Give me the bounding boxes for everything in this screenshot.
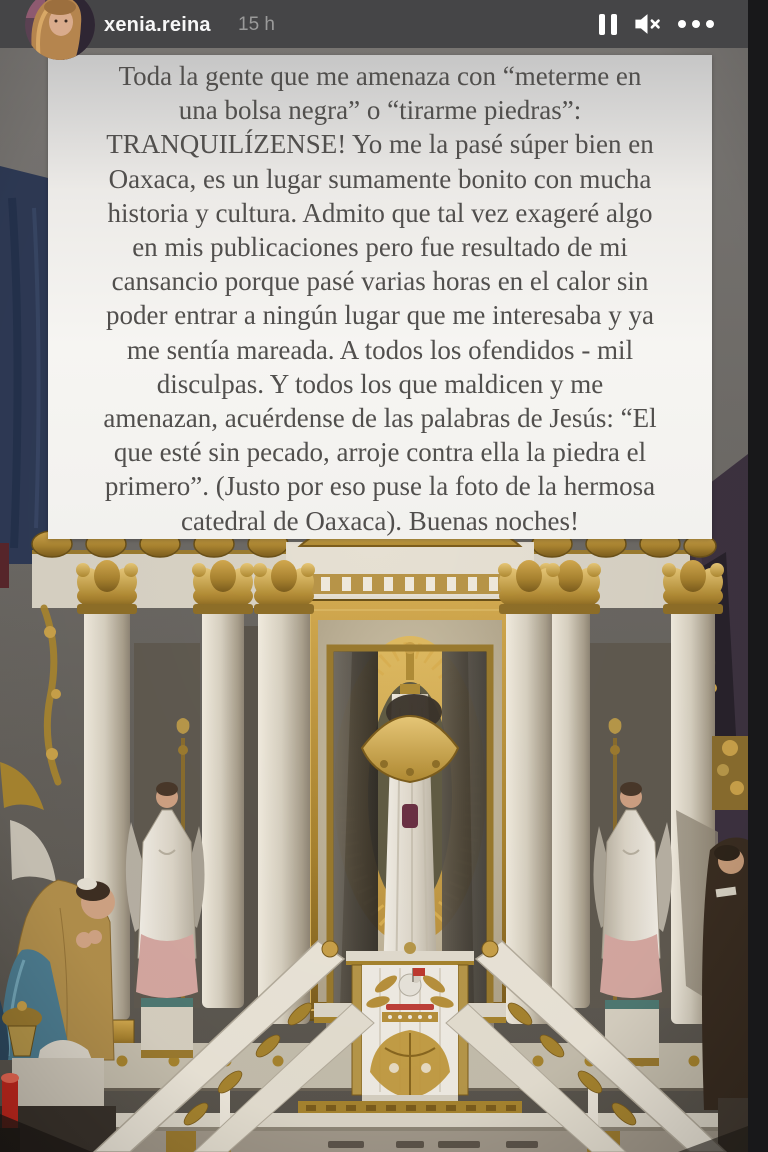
- overlay-text-line: poder entrar a ningún lugar que me interesaba y ya: [105, 300, 655, 331]
- overlay-text-line: me sentía mareada. A todos los ofendidos - mil: [126, 334, 634, 365]
- overlay-text-line: Toda la gente que me amenaza con “meterme en: [118, 61, 642, 91]
- pause-icon[interactable]: [599, 14, 617, 35]
- overlay-text-line: primero”. (Justo por eso puse la foto de la hermosa: [104, 471, 656, 502]
- overlay-text-line: catedral de Oaxaca). Buenas noches!: [180, 505, 580, 536]
- story-text-overlay: [48, 55, 712, 539]
- story-header: [0, 0, 748, 48]
- overlay-text-line: historia y cultura. Admito que tal vez exageré algo: [107, 197, 653, 228]
- right-letterbox: [748, 0, 768, 1152]
- overlay-text-line: amenazan, acuérdense de las palabras de Jesús: “El: [103, 403, 657, 434]
- overlay-text-line: disculpas. Y todos los que maldicen y me: [156, 368, 604, 399]
- overlay-text-line: que esté sin pecado, arroje contra ella la piedra el: [113, 437, 647, 468]
- overlay-text-line: cansancio porque pasé varias horas en el calor sin: [111, 266, 649, 297]
- muted-speaker-icon[interactable]: [634, 13, 661, 35]
- more-options-icon[interactable]: [678, 20, 714, 28]
- story-controls: [599, 0, 714, 48]
- username[interactable]: xenia.reina: [104, 14, 211, 36]
- overlay-text-line: Oaxaca, es un lugar sumamente bonito con mucha: [108, 163, 652, 194]
- overlay-text-line: TRANQUILÍZENSE! Yo me la pasé súper bien en: [106, 129, 654, 160]
- overlay-text-line: en mis publicaciones pero fue resultado de mi: [132, 232, 628, 263]
- overlay-text-line: una bolsa negra” o “tirarme piedras”:: [178, 95, 582, 126]
- timestamp: 15 h: [238, 14, 275, 35]
